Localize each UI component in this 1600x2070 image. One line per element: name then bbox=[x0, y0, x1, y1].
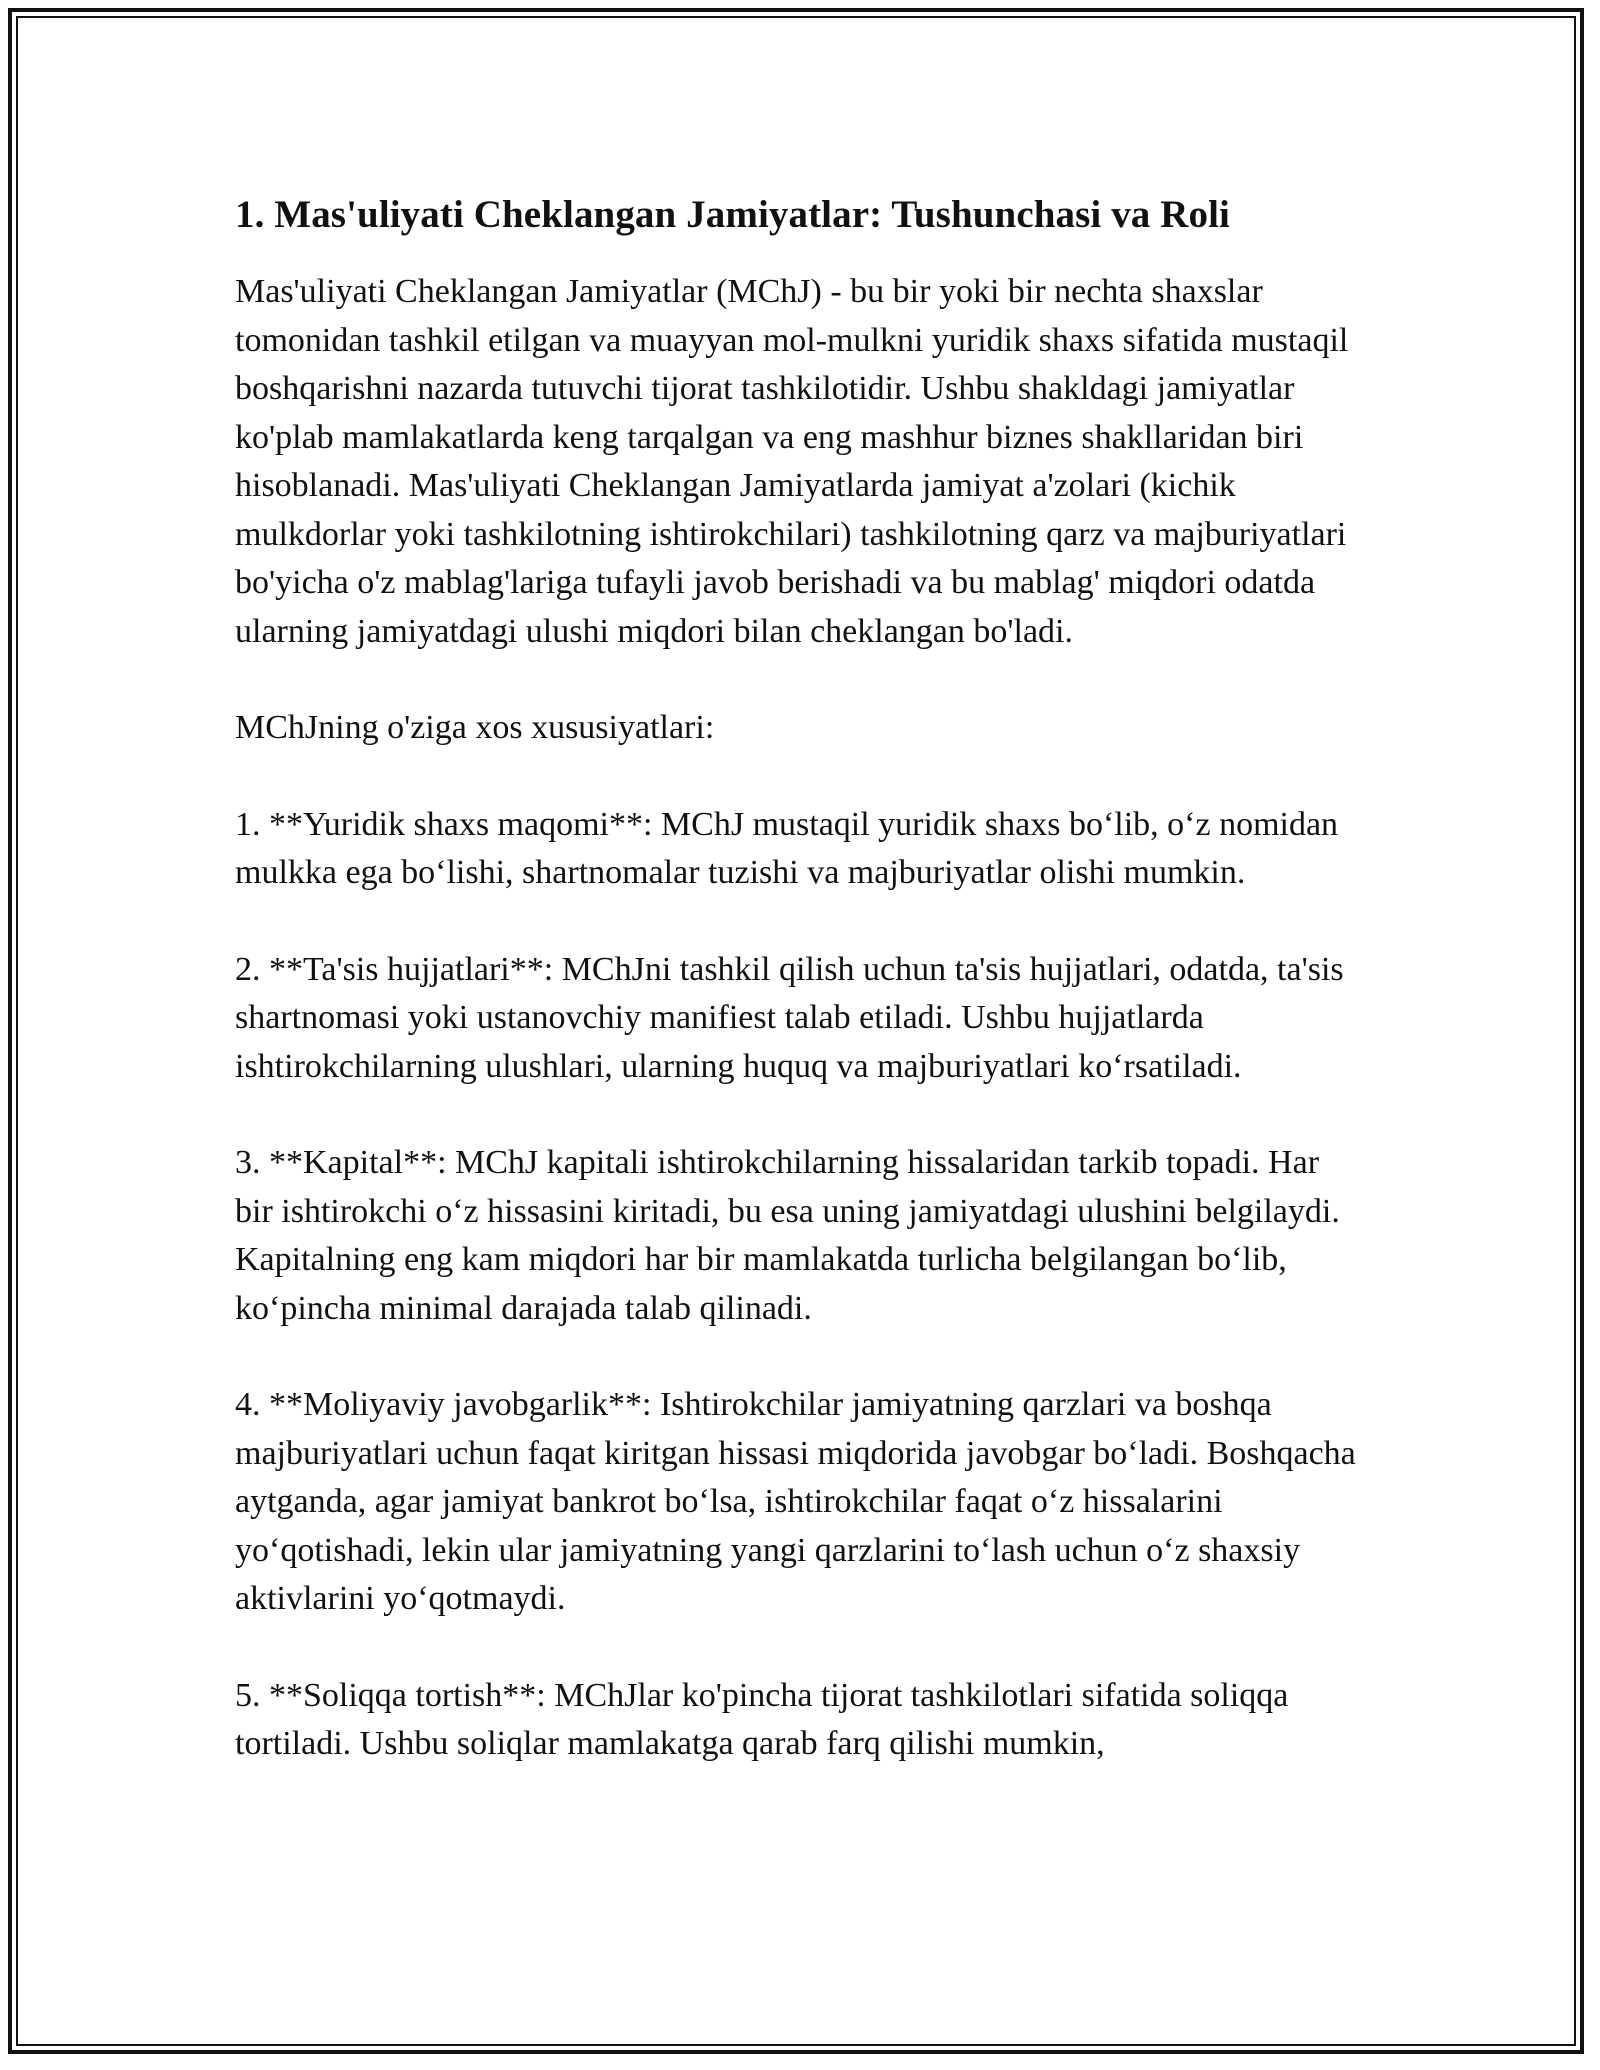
list-item-founding-documents: 2. **Ta'sis hujjatlari**: MChJni tashkil qilish uchun ta'sis hujjatlari, odatda, ta'sis shartnomasi yoki ustanovchiy manifiest talab etiladi. Ushbu hujjatlarda ishtirokchilarning ulushlari, ularning huquq va majburiyatlari ko‘rsatiladi. bbox=[235, 950, 1344, 1085]
list-item-legal-status: 1. **Yuridik shaxs maqomi**: MChJ mustaqil yuridik shaxs bo‘lib, o‘z nomidan mulkka ega bo‘lishi, shartnomalar tuzishi va majburiyatlar olishi mumkin. bbox=[235, 805, 1339, 891]
intro-paragraph: Mas'uliyati Cheklangan Jamiyatlar (MChJ) - bu bir yoki bir nechta shaxslar tomonidan tashkil etilgan va muayyan mol-mulkni yuridik shaxs sifatida mustaqil boshqarishni nazarda tutuvchi tijorat tashkilotidir. Ushbu shakldagi jamiyatlar ko'plab mamlakatlarda keng tarqalgan va eng mashhur biznes shakllaridan biri hisoblanadi. Mas'uliyati Cheklangan Jamiyatlarda jamiyat a'zolari (kichik mulkdorlar yoki tashkilotning ishtirokchilari) tashkilotning qarz va majburiyatlari bo'yicha o'z mablag'lariga tufayli javob berishadi va bu mablag' miqdori odatda ularning jamiyatdagi ulushi miqdori bilan cheklangan bo'ladi. bbox=[235, 273, 1349, 650]
section-heading: 1. Mas'uliyati Cheklangan Jamiyatlar: Tushunchasi va Roli bbox=[235, 193, 1230, 236]
features-title: MChJning o'ziga xos xususiyatlari: bbox=[235, 709, 715, 746]
document-body bbox=[235, 190, 1365, 1769]
list-item-taxation: 5. **Soliqqa tortish**: MChJlar ko'pincha tijorat tashkilotlari sifatida soliqqa tortiladi. Ushbu soliqlar mamlakatga qarab farq qilishi mumkin, bbox=[235, 1676, 1289, 1762]
list-item-capital: 3. **Kapital**: MChJ kapitali ishtirokchilarning hissalaridan tarkib topadi. Har bir ishtirokchi o‘z hissasini kiritadi, bu esa uning jamiyatdagi ulushini belgilaydi. Kapitalning eng kam miqdori har bir mamlakatda turlicha belgilangan bo‘lib, ko‘pincha minimal darajada talab qilinadi. bbox=[235, 1144, 1340, 1327]
list-item-financial-liability: 4. **Moliyaviy javobgarlik**: Ishtirokchilar jamiyatning qarzlari va boshqa majburiyatlari uchun faqat kiritgan hissasi miqdorida javobgar bo‘ladi. Boshqacha aytganda, agar jamiyat bankrot bo‘lsa, ishtirokchilar faqat o‘z hissalarini yo‘qotishadi, lekin ular jamiyatning yangi qarzlarini to‘lash uchun o‘z shaxsiy aktivlarini yo‘qotmaydi. bbox=[235, 1386, 1356, 1617]
